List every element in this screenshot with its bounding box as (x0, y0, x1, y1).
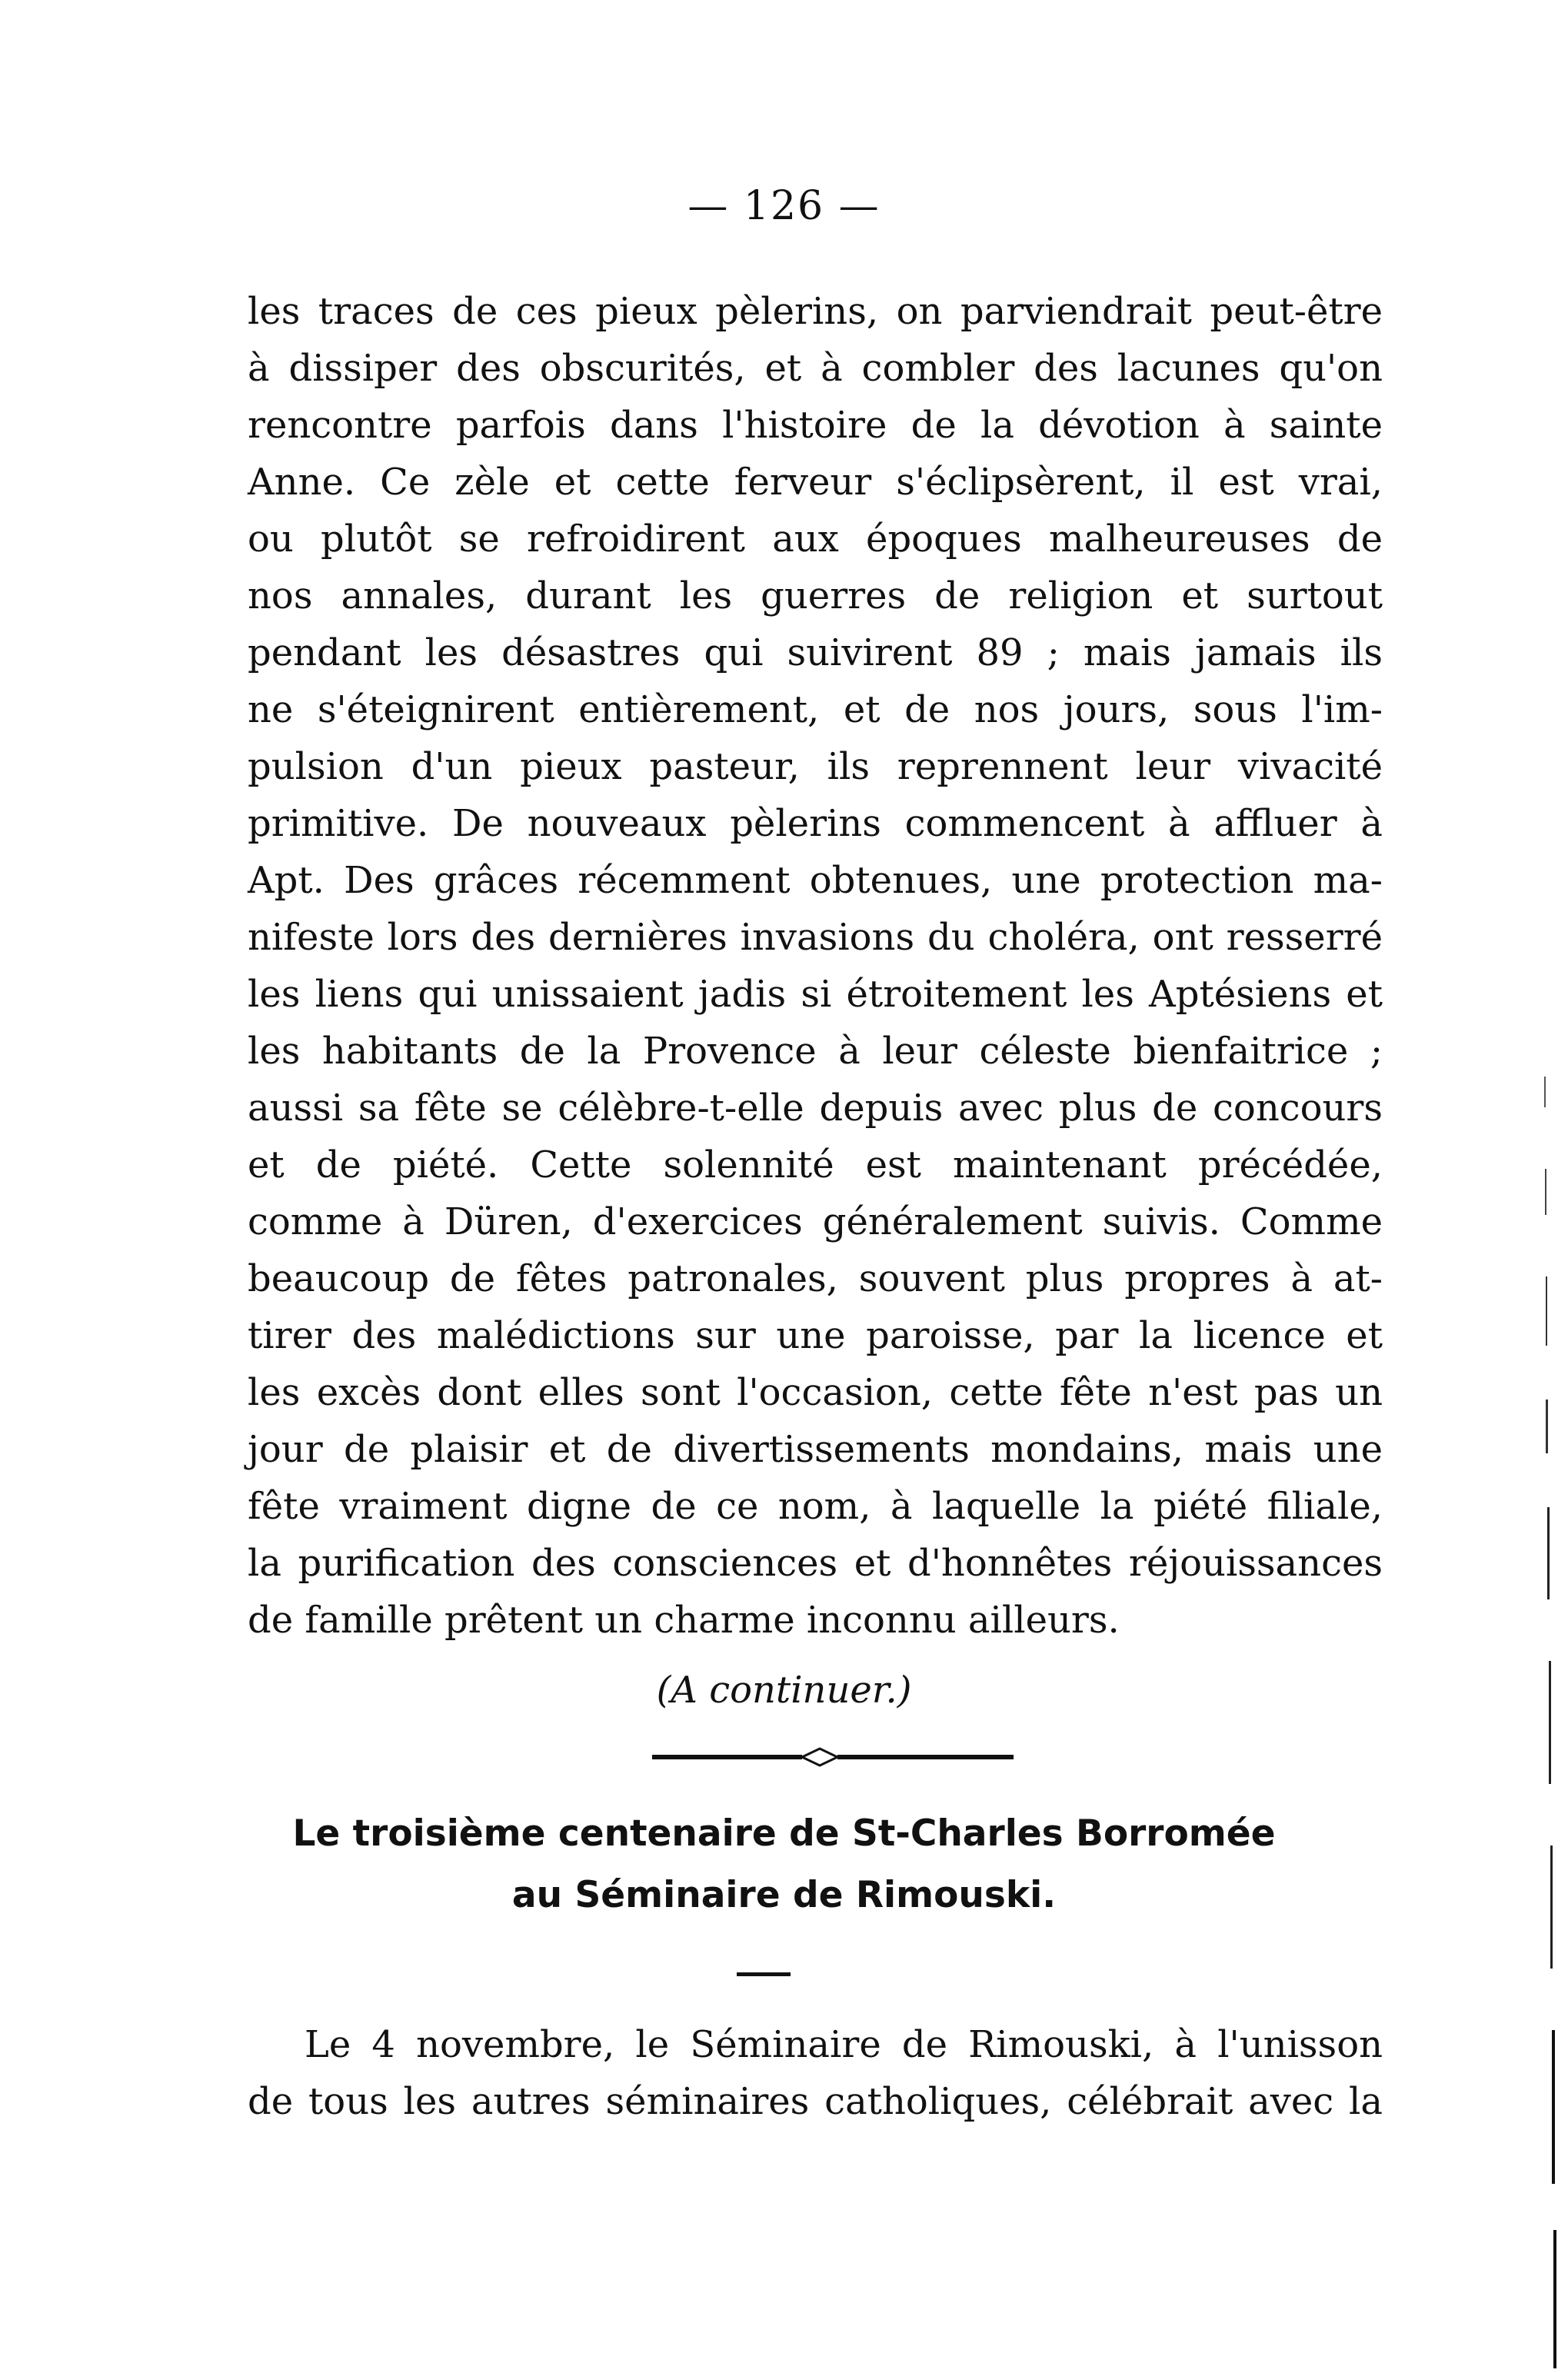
text-line: de tous les autres séminaires catholiques, célébrait avec la (248, 2080, 1383, 2123)
text-line: à dissiper des obscurités, et à combler des lacunes qu'on (248, 347, 1383, 390)
text-line: et de piété. Cette solennité est maintenant précédée, (248, 1143, 1383, 1186)
section-rule (737, 1972, 791, 1976)
section-heading-line-1: Le troisième centenaire de St-Charles Borromée (292, 1812, 1276, 1855)
text-line: Anne. Ce zèle et cette ferveur s'éclipsèrent, il est vrai, (248, 461, 1383, 504)
margin-specks (1530, 1077, 1561, 2368)
section-heading-line-2: au Séminaire de Rimouski. (511, 1874, 1057, 1916)
text-line: Le 4 novembre, le Séminaire de Rimouski, à l'unisson (305, 2023, 1383, 2066)
text-line: les traces de ces pieux pèlerins, on parviendrait peut-être (248, 290, 1383, 333)
text-line: jour de plaisir et de divertissements mondains, mais une (248, 1428, 1383, 1471)
text-line: tirer des malédictions sur une paroisse, par la licence et (248, 1314, 1383, 1357)
text-line: comme à Düren, d'exercices généralement suivis. Comme (248, 1200, 1383, 1243)
text-line: ne s'éteignirent entièrement, et de nos jours, sous l'im- (248, 688, 1383, 731)
text-line: les liens qui unissaient jadis si étroitement les Aptésiens et (248, 973, 1383, 1016)
article-body (248, 283, 1383, 1649)
section-body (248, 2016, 1383, 2130)
text-line: nifeste lors des dernières invasions du choléra, ont resserré (248, 916, 1383, 959)
text-line: ou plutôt se refroidirent aux époques malheureuses de (248, 518, 1383, 561)
text-line: fête vraiment digne de ce nom, à laquelle la piété filiale, (248, 1485, 1383, 1528)
text-line: nos annales, durant les guerres de religion et surtout (248, 574, 1383, 617)
page-number: — 126 — (687, 183, 881, 229)
continuation-note: (A continuer.) (656, 1669, 912, 1712)
text-line: Apt. Des grâces récemment obtenues, une protection ma- (248, 859, 1383, 902)
text-line: de famille prêtent un charme inconnu ailleurs. (248, 1599, 1120, 1642)
text-line: beaucoup de fêtes patronales, souvent plus propres à at- (248, 1257, 1383, 1300)
text-line: aussi sa fête se célèbre-t-elle depuis avec plus de concours (248, 1087, 1383, 1130)
text-line: les excès dont elles sont l'occasion, cette fête n'est pas un (248, 1371, 1383, 1414)
text-line: la purification des consciences et d'honnêtes réjouissances (248, 1542, 1383, 1585)
text-line: primitive. De nouveaux pèlerins commencent à affluer à (248, 802, 1383, 845)
text-line: rencontre parfois dans l'histoire de la dévotion à sainte (248, 404, 1383, 447)
ornament-divider (652, 1746, 1014, 1767)
section-heading (0, 1803, 1568, 1926)
text-line: pulsion d'un pieux pasteur, ils reprennent leur vivacité (248, 745, 1383, 788)
text-line: pendant les désastres qui suivirent 89 ; mais jamais ils (248, 631, 1383, 674)
text-line: les habitants de la Provence à leur céleste bienfaitrice ; (248, 1030, 1383, 1073)
